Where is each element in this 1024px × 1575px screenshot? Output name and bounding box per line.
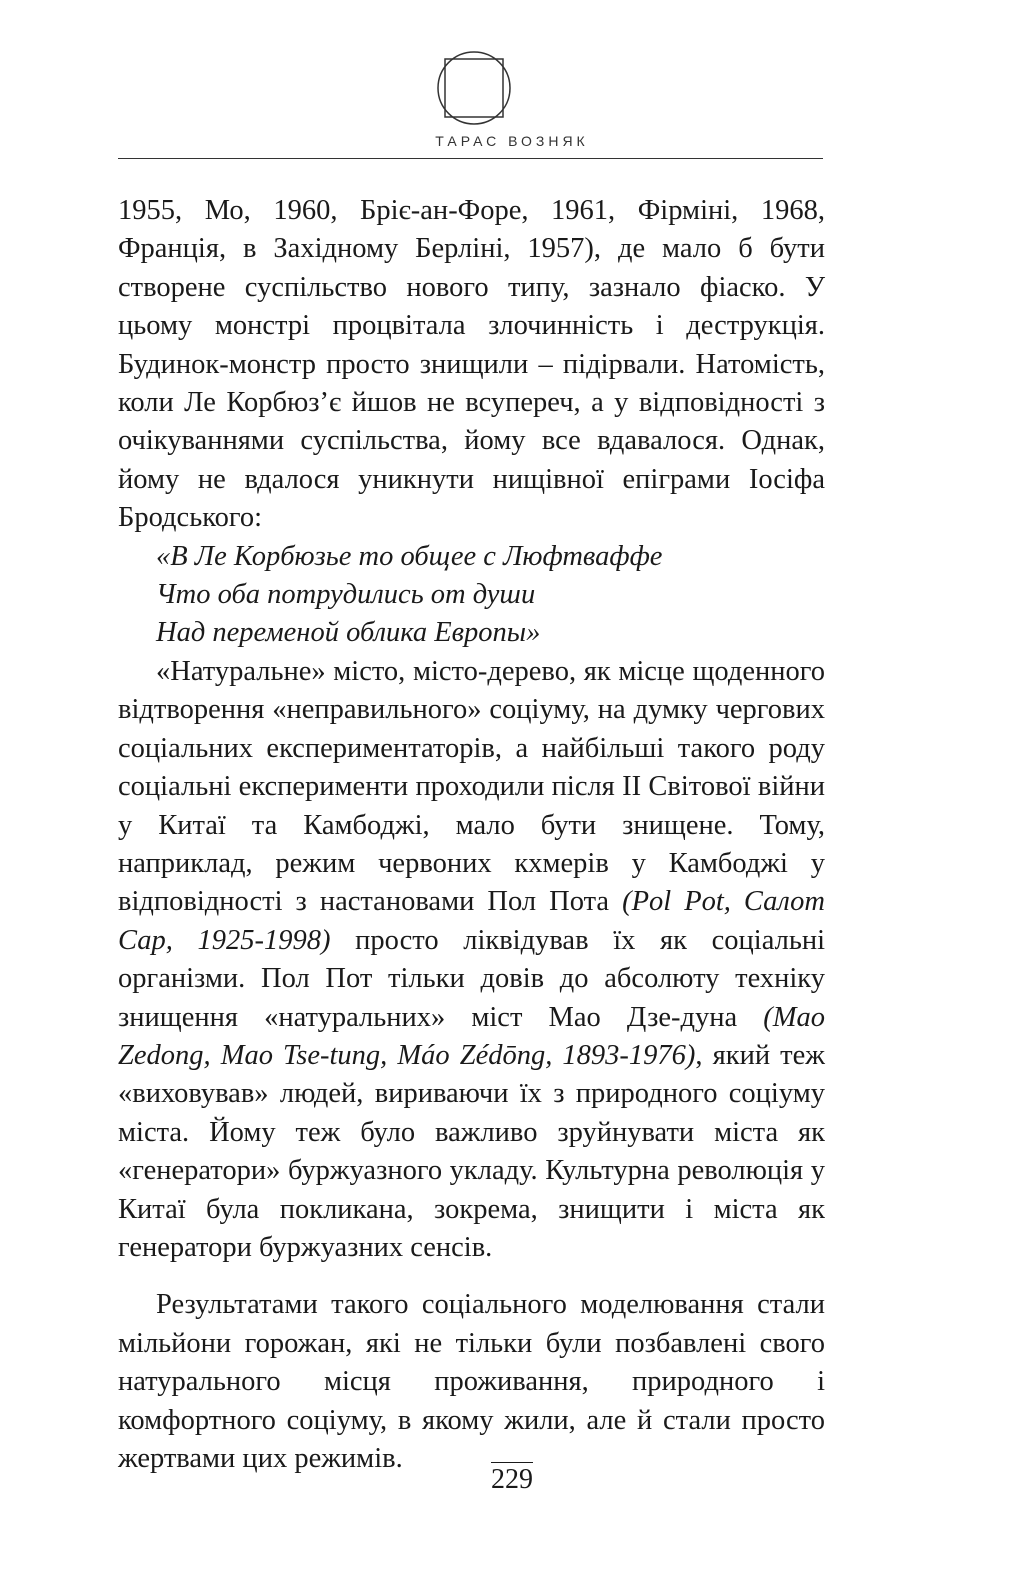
paragraph-2-text-b: просто ліквідував їх як соціальні організми. Пол Пот тільки довів до абсолюту техніку знищення «натуральних» міст Мао Дзе-дуна xyxy=(118,924,826,1033)
page-body xyxy=(118,192,825,1478)
poem-line-3: Над переменой облика Европы» xyxy=(156,617,541,649)
running-header-author: ТАРАС ВОЗНЯК xyxy=(435,133,589,149)
header-divider xyxy=(118,158,823,159)
poem-quote xyxy=(118,538,825,653)
paragraph-2-italic-mao: (Mao Zedong, Mao Tse-tung, Máo Zédōng, 1893-1976) xyxy=(118,1001,825,1071)
page-number xyxy=(0,1464,1024,1496)
paragraph-2 xyxy=(118,653,825,1268)
paragraph-3: Результатами такого соціального моделювання стали мільйони горожан, які не тільки були позбавлені свого натурального місця проживання, природного і комфортного соціуму, в якому жили, але й стали просто жертвами цих режимів. xyxy=(118,1289,825,1474)
poem-line-2: Что оба потрудились от души xyxy=(156,579,536,611)
poem-line-1: «В Ле Корбюзье то общее с Люфтваффе xyxy=(156,540,663,572)
paragraph-2-italic-pol-pot: (Pol Pot, Салот Сар, 1925-1998) xyxy=(118,886,825,956)
page-number-value: 229 xyxy=(491,1464,533,1495)
paragraph-2-text-a: «Натуральне» місто, місто-дерево, як місце щоденного відтворення «неправильного» соціуму, на думку чергових соціальних експериментаторів, а найбільші такого роду соціальні експерименти проходили після ІІ Світової війни у Китаї та Камбоджі, мало бути знищене. Тому, наприклад, режим червоних кхмерів у Камбоджі у відповідності з настановами Пол Пота xyxy=(118,655,825,918)
circle-square-emblem-icon xyxy=(436,50,512,126)
paragraph-2-text-c: , який теж «виховував» людей, вириваючи їх з природного соціуму міста. Йому теж було важливо зруйнувати міста як «генератори» буржуазного укладу. Культурна революція у Китаї була покликана, зокрема, знищити і міста як генератори буржуазних сенсів. xyxy=(118,1039,825,1263)
paragraph-1: 1955, Мо, 1960, Бріє-ан-Форе, 1961, Фірміні, 1968, Франція, в Західному Берліні, 1957), де мало б бути створене суспільство нового типу, зазнало фіаско. У цьому монстрі процвітала злочинність і деструкція. Будинок-монстр просто знищили – підірвали. Натомість, коли Ле Корбюз’є йшов не всупереч, а у відповідності з очікуваннями суспільства, йому все вдавалося. Однак, йому не вдалося уникнути нищівної епіграми Іосіфа Бродського: xyxy=(118,195,825,534)
